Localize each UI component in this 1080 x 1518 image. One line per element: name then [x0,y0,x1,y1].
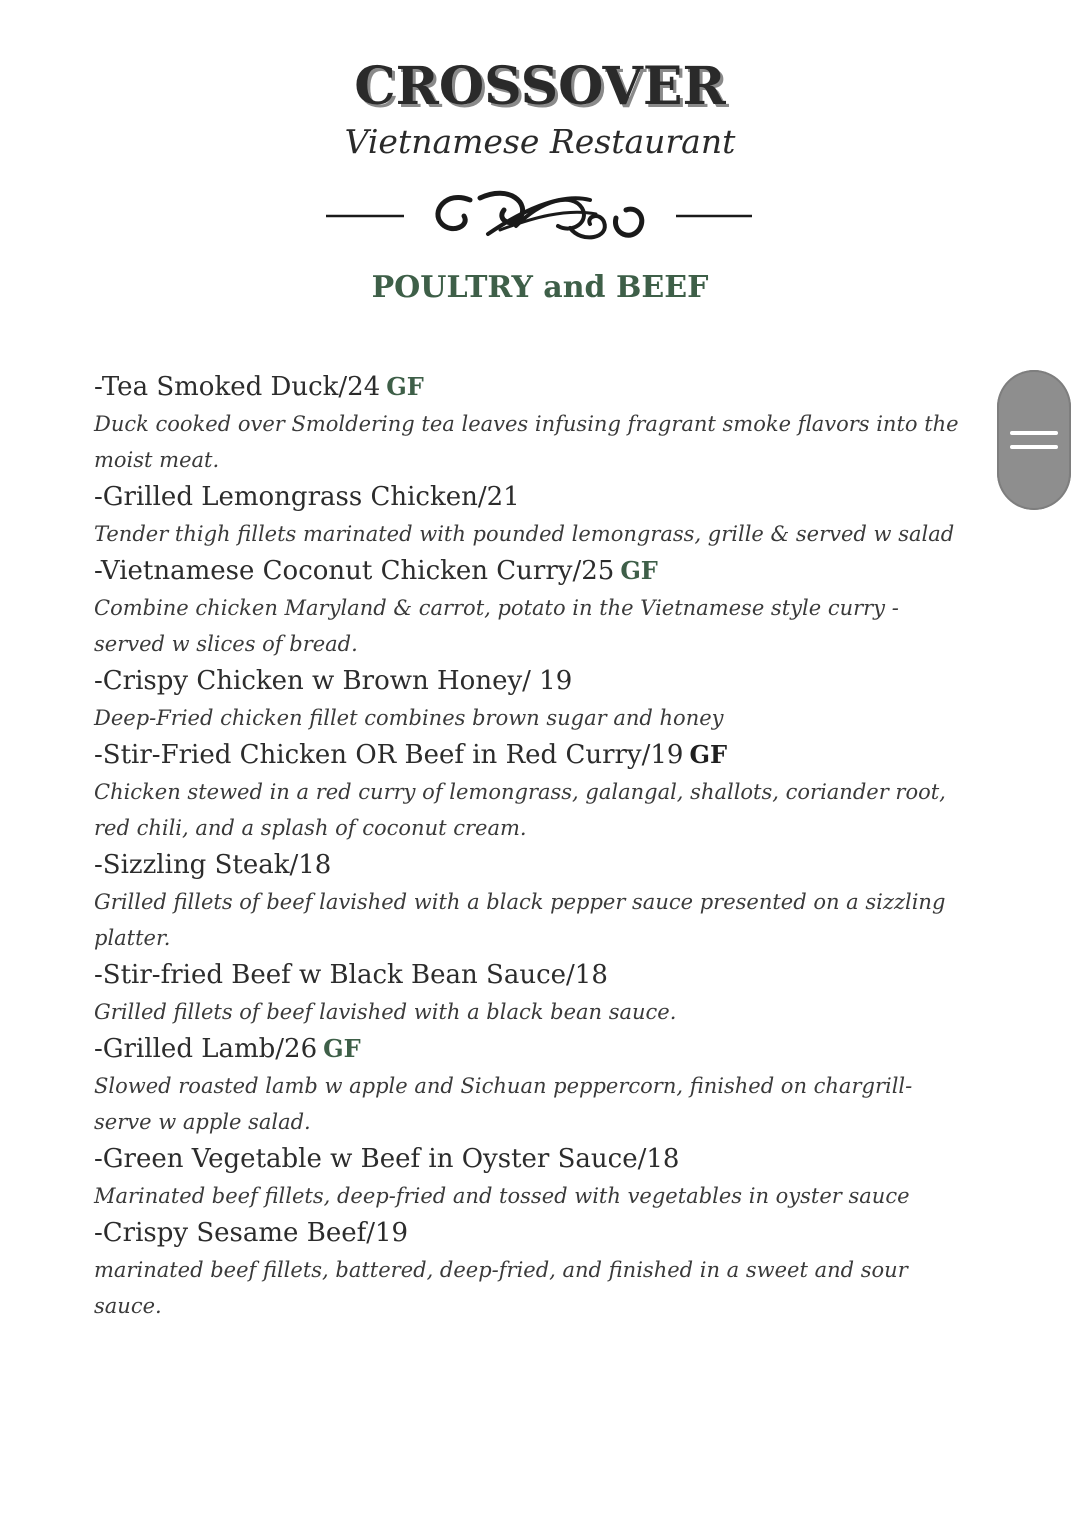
flourish-ornament-icon [320,178,760,252]
menu-item-name: -Tea Smoked Duck/24 [94,372,381,402]
menu-item-title [94,1030,974,1068]
menu-item [94,956,974,1030]
menu-item-description: Combine chicken Maryland & carrot, potato in the Vietnamese style curry - served w slices of bread. [94,596,899,656]
menu-item-title [94,478,974,516]
gluten-free-badge: GF [386,372,424,401]
menu-item-name: -Green Vegetable w Beef in Oyster Sauce/18 [94,1144,680,1174]
gluten-free-badge: GF [620,556,658,585]
menu-item-description: Chicken stewed in a red curry of lemongrass, galangal, shallots, coriander root, red chili, and a splash of coconut cream. [94,780,946,840]
section-title: POULTRY and BEEF [371,270,709,305]
menu-item [94,478,974,552]
menu-item [94,662,974,736]
menu-item-description: Marinated beef fillets, deep-fried and tossed with vegetables in oyster sauce [94,1184,910,1208]
restaurant-name: CROSSOVER [354,56,726,117]
menu-item-title [94,846,974,884]
scroll-handle[interactable] [997,370,1071,510]
menu-item-description: Duck cooked over Smoldering tea leaves infusing fragrant smoke flavors into the moist meat. [94,412,959,472]
menu-item [94,1140,974,1214]
menu-item-title [94,736,974,774]
menu-item [94,368,974,478]
menu-item-name: -Grilled Lamb/26 [94,1034,318,1064]
menu-item [94,552,974,662]
gluten-free-badge: GF [689,740,728,769]
menu-item-description: Slowed roasted lamb w apple and Sichuan peppercorn, finished on chargrill- serve w apple salad. [94,1074,913,1134]
menu-item-name: -Crispy Sesame Beef/19 [94,1218,409,1248]
menu-item-description: Grilled fillets of beef lavished with a black pepper sauce presented on a sizzling platter. [94,890,946,950]
restaurant-tagline: Vietnamese Restaurant [344,122,736,161]
menu-item-title [94,1140,974,1178]
menu-header [0,0,1080,330]
grip-line-bottom [1010,445,1058,449]
menu-item-description: Grilled fillets of beef lavished with a black bean sauce. [94,1000,677,1024]
menu-item-description: Deep-Fried chicken fillet combines brown sugar and honey [94,706,724,730]
menu-item-name: -Grilled Lemongrass Chicken/21 [94,482,520,512]
menu-list [94,368,974,1324]
menu-item-name: -Stir-fried Beef w Black Bean Sauce/18 [94,960,608,990]
menu-item-title [94,368,974,406]
menu-item [94,736,974,846]
menu-item-title [94,956,974,994]
menu-item-title [94,662,974,700]
menu-item-name: -Sizzling Steak/18 [94,850,332,880]
menu-item-description: marinated beef fillets, battered, deep-fried, and finished in a sweet and sour sauce. [94,1258,908,1318]
menu-item-name: -Stir-Fried Chicken OR Beef in Red Curry/19 [94,740,684,770]
grip-line-top [1010,431,1058,435]
menu-item-title [94,552,974,590]
gluten-free-badge: GF [323,1034,361,1063]
menu-item [94,846,974,956]
menu-item [94,1030,974,1140]
menu-item-title [94,1214,974,1252]
menu-item [94,1214,974,1324]
menu-item-name: -Crispy Chicken w Brown Honey/ 19 [94,666,573,696]
menu-item-description: Tender thigh fillets marinated with pounded lemongrass, grille & served w salad [94,522,955,546]
menu-item-name: -Vietnamese Coconut Chicken Curry/25 [94,556,615,586]
